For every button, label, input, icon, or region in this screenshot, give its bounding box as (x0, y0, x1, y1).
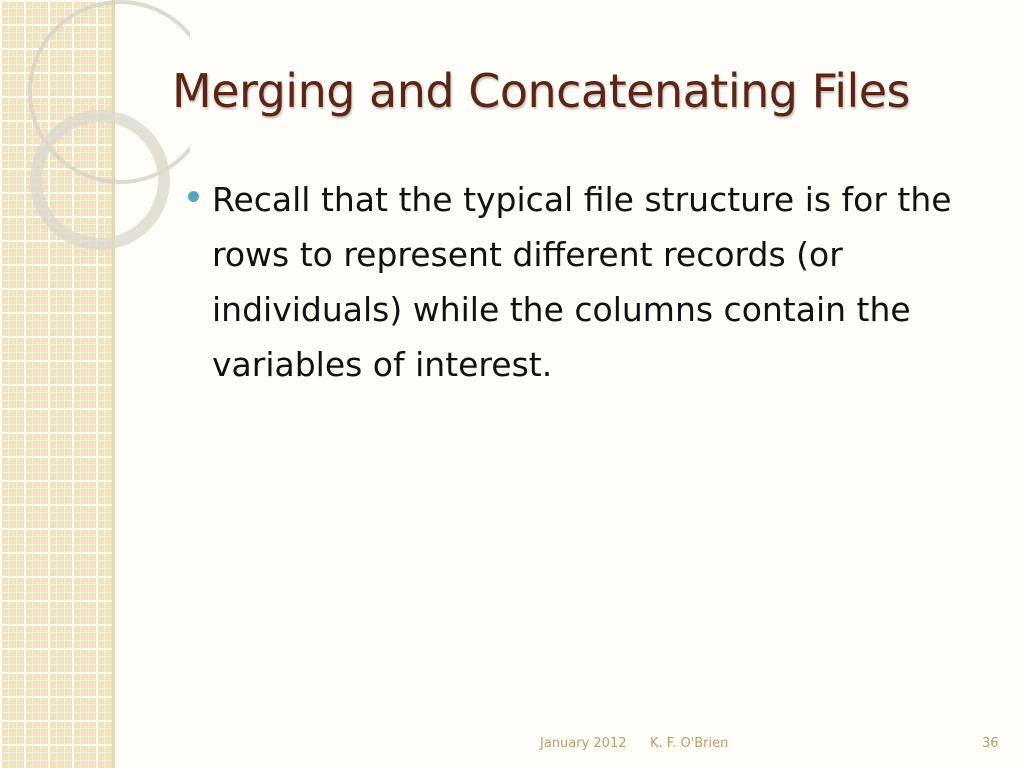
bullet-list (188, 172, 988, 392)
slide-title: Merging and Concatenating Files (172, 64, 911, 118)
decorative-rings (0, 0, 190, 260)
footer-author: K. F. O'Brien (650, 736, 729, 751)
bullet-dot-icon (188, 191, 199, 202)
footer-date: January 2012 (540, 736, 627, 751)
page-number: 36 (982, 736, 999, 751)
bullet-text: Recall that the typical file structure is for the rows to represent different records (or individuals) while the columns contain the variables of interest. (212, 180, 952, 384)
decorative-ring-large (30, 2, 190, 182)
bullet-item (188, 172, 982, 392)
